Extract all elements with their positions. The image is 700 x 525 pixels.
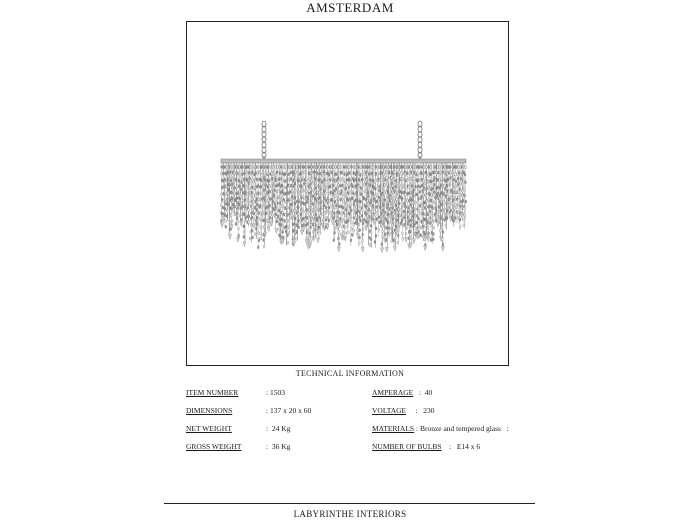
spec-label: VOLTAGE (372, 406, 407, 415)
spec-amperage: AMPERAGE : 40 (372, 388, 433, 397)
footer-company: LABYRINTHE INTERIORS (293, 509, 407, 519)
spec-label: NUMBER OF BULBS (372, 442, 442, 451)
spec-label: DIMENSIONS (186, 406, 233, 415)
spec-value: 1503 (269, 388, 285, 397)
spec-value: Bronze and tempered glass (419, 424, 501, 433)
section-heading: TECHNICAL INFORMATION (295, 369, 405, 378)
spec-value: E14 x 6 (456, 442, 481, 451)
spec-value: 24 Kg (271, 424, 291, 433)
spec-dimensions: DIMENSIONS : 137 x 20 x 60 (186, 406, 312, 415)
spec-net-weight: NET WEIGHT : 24 Kg (186, 424, 291, 433)
spec-materials: MATERIALS : Bronze and tempered glass : (372, 424, 509, 433)
spec-value: 137 x 20 x 60 (269, 406, 312, 415)
spec-number-of-bulbs: NUMBER OF BULBS : E14 x 6 (372, 442, 481, 451)
document-title: AMSTERDAM (306, 0, 394, 15)
spec-label: NET WEIGHT (186, 424, 232, 433)
spec-label: AMPERAGE (372, 388, 414, 397)
spec-value: 230 (423, 406, 435, 415)
spec-gross-weight: GROSS WEIGHT : 36 Kg (186, 442, 291, 451)
footer-divider (164, 503, 535, 504)
spec-item-number: ITEM NUMBER : 1503 (186, 388, 285, 397)
spec-label: MATERIALS (372, 424, 415, 433)
spec-voltage: VOLTAGE : 230 (372, 406, 435, 415)
spec-label: GROSS WEIGHT (186, 442, 242, 451)
spec-label: ITEM NUMBER (186, 388, 239, 397)
spec-value: 40 (424, 388, 433, 397)
chandelier-photo (187, 22, 508, 365)
spec-value: 36 Kg (271, 442, 291, 451)
product-photo-frame (186, 21, 509, 366)
